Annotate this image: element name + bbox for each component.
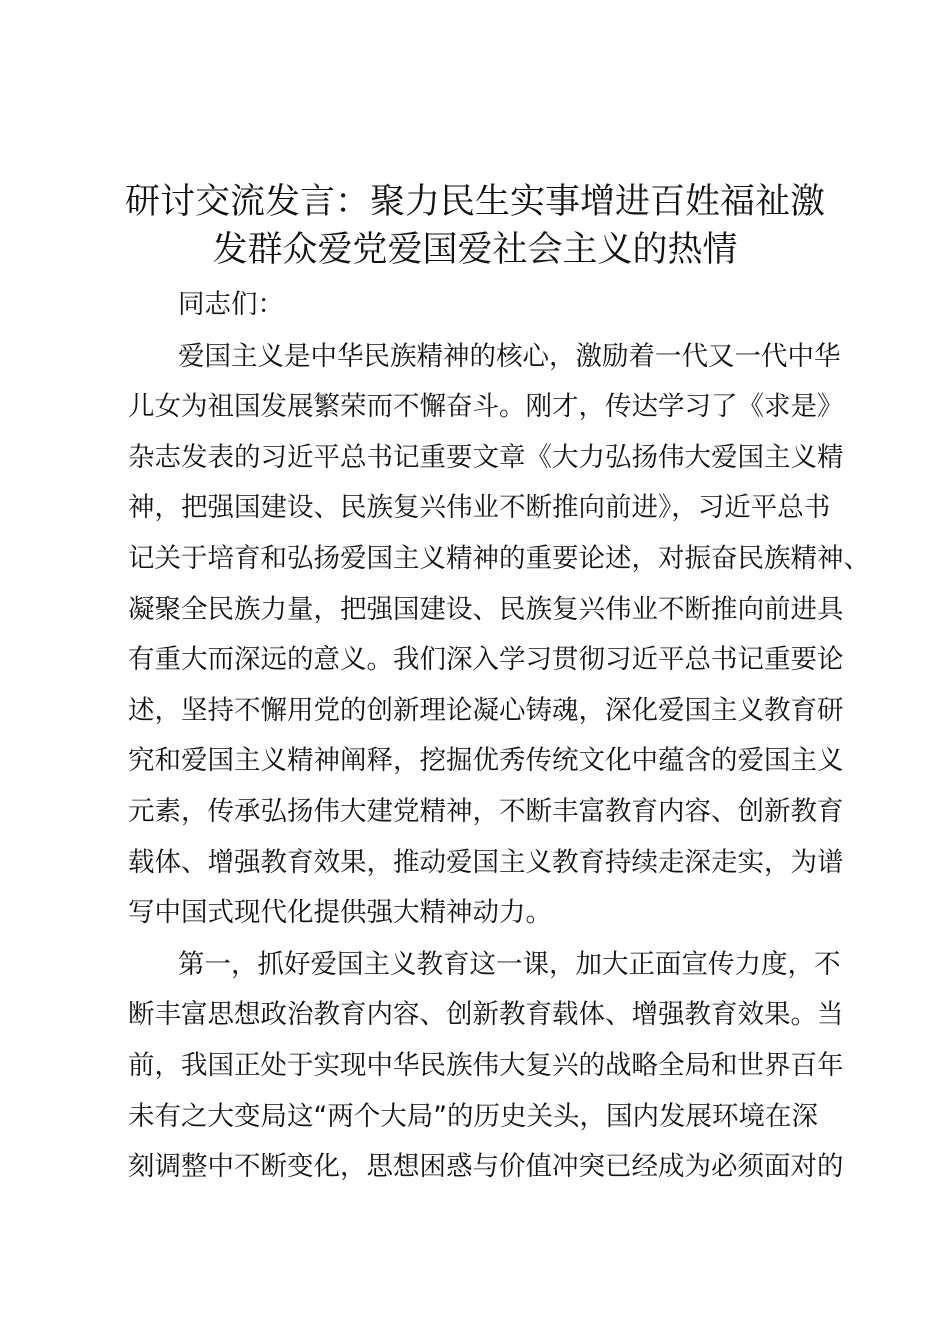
paragraph-line: 前，我国正处于实现中华民族伟大复兴的战略全局和世界百年: [128, 1049, 844, 1081]
paragraph-line: 未有之大变局这“两个大局”的历史关头，国内发展环境在深: [128, 1100, 818, 1132]
document-body: [128, 280, 870, 1193]
paragraph-2: [128, 940, 848, 1193]
paragraph-line: 杂志发表的习近平总书记重要文章《大力弘扬伟大爱国主义精: [128, 441, 844, 473]
paragraph-line: 刻调整中不断变化，思想困惑与价值冲突已经成为必须面对的: [128, 1151, 844, 1183]
document-title: [100, 178, 850, 274]
paragraph-line: 写中国式现代化提供强大精神动力。: [128, 897, 552, 929]
paragraph-line: 断丰富思想政治教育内容、创新教育载体、增强教育效果。当: [128, 999, 844, 1031]
paragraph-line: 述，坚持不懈用党的创新理论凝心铸魂，深化爱国主义教育研: [128, 694, 844, 726]
title-line-1: 研讨交流发言：聚力民生实事增进百姓福祉激: [124, 182, 825, 222]
title-line-2: 发群众爱党爱国爱社会主义的热情: [212, 230, 738, 270]
paragraph-line: 有重大而深远的意义。我们深入学习贯彻习近平总书记重要论: [128, 644, 844, 676]
paragraph-line: 神，把强国建设、民族复兴伟业不断推向前进》，习近平总书: [128, 492, 831, 524]
paragraph-line: 凝聚全民族力量，把强国建设、民族复兴伟业不断推向前进具: [128, 593, 844, 625]
paragraph-line: 记关于培育和弘扬爱国主义精神的重要论述，对振奋民族精神、: [128, 542, 870, 574]
paragraph-line: 第一，抓好爱国主义教育这一课，加大正面宣传力度，不: [178, 948, 841, 980]
paragraph-line: 元素，传承弘扬伟大建党精神，不断丰富教育内容、创新教育: [128, 795, 844, 827]
salutation: 同志们：: [178, 289, 284, 320]
paragraph-line: 载体、增强教育效果，推动爱国主义教育持续走深走实，为谱: [128, 846, 844, 878]
paragraph-line: 究和爱国主义精神阐释，挖掘优秀传统文化中蕴含的爱国主义: [128, 745, 844, 777]
paragraph-line: 儿女为祖国发展繁荣而不懈奋斗。刚才，传达学习了《求是》: [128, 391, 844, 423]
paragraph-line: 爱国主义是中华民族精神的核心，激励着一代又一代中华: [178, 340, 841, 372]
paragraph-1: [128, 332, 870, 939]
